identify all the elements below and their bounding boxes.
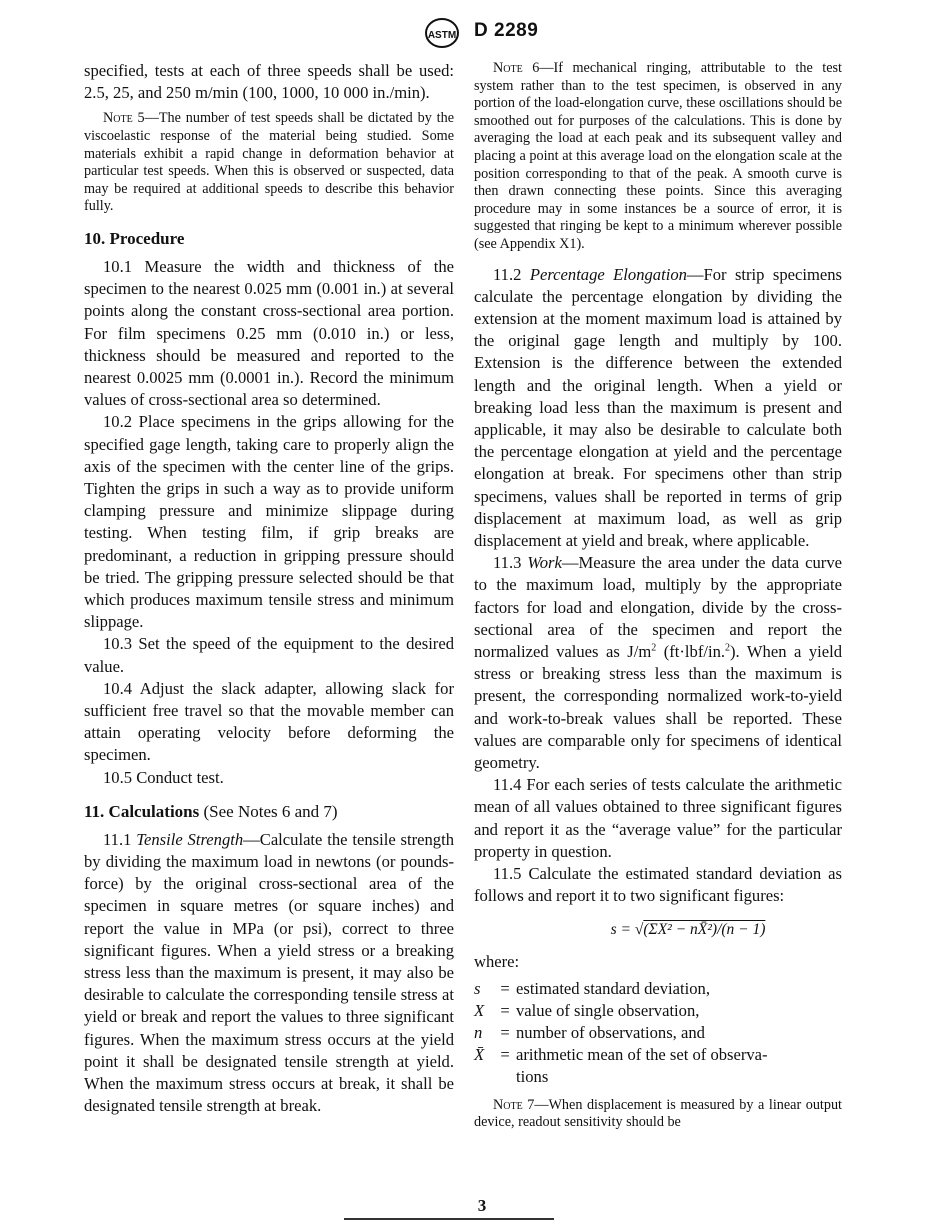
paragraph-10-2: 10.2 Place specimens in the grips allowing for the specified gage length, taking care to properly align the axis of the specimen with the center line of the grips. Tighten the grips in such a way as to provide uniform clamping pressure and minimize slippage during testing. When testing film, if grip breaks are predominant, a reduction in gripping pressure should be tried. The gripping pressure selected should be that which produces maximum tensile stress and minimum slippage. (84, 412, 454, 632)
definition-row (474, 1044, 842, 1066)
paragraph-11-1-text: —Calculate the tensile strength by dividing the maximum load in newtons (or pounds-force) by the original cross-sectional area of the specimen in square metres (or square inches) and report the value in MPa (or psi), correct to three significant figures. When a yield stress or a breaking stress less than the maximum is present, it may also be desirable to calculate the corresponding tensile stress at yield or break and report the values to three significant figures. When the maximum stress occurs at the yield point it shall be designated tensile strength at yield. When the maximum stress occurs at break, it shall be designated tensile strength at break. (84, 829, 454, 1116)
definition-row (474, 978, 842, 1000)
note-6-text: —If mechanical ringing, attributable to the test system rather than to the test specimen, is observed in any portion of the load-elongation curve, these oscillations should be smoothed out for purposes of the calculations. This is done by averaging the load at each peak and its subsequent valley and placing a point at this average load on the elongation scale at the position corresponding to that of the peak. A smooth curve is then drawn connecting these points. Since this averaging procedure may in some instances be a source of error, it is suggested that ringing be kept to a minimum wherever possible (see Appendix X1). (474, 60, 843, 252)
section-11-title: 11. Calculations (84, 801, 200, 821)
where-label: where: (474, 952, 520, 972)
note-6 (474, 60, 842, 254)
paragraph-11-1-title: Tensile Strength (136, 829, 244, 849)
definition-text: number of observations, and (516, 1023, 705, 1043)
section-11-subtitle: (See Notes 6 and 7) (199, 801, 338, 821)
superscript-2: 2 (725, 642, 731, 654)
paragraph-10-4: 10.4 Adjust the slack adapter, allowing slack for sufficient free travel so that the movable member can attain operating velocity before deforming the specimen. (84, 678, 454, 765)
paragraph-10-5: 10.5 Conduct test. (103, 767, 224, 787)
intro-paragraph: specified, tests at each of three speeds shall be used: 2.5, 25, and 250 m/min (100, 1000, 10 000 in./min). (84, 61, 454, 103)
section-10-heading: 10. Procedure (84, 228, 185, 248)
note-5-text: —The number of test speeds shall be dictated by the viscoelastic response of the material being studied. Some materials exhibit a rapid change in deformation behavior at particular test speeds. When this is observed or suspected, data may be required at additional speeds to describe this behavior fully. (84, 110, 454, 215)
section-11-heading (84, 801, 454, 823)
page-number: 3 (477, 1196, 487, 1215)
note-5-label: Note 5 (103, 110, 145, 127)
definition-symbol: n (474, 1023, 483, 1043)
left-column (84, 60, 454, 1117)
paragraph-11-3-text-a: —Measure the area under the data curve to the maximum load, multiply by the appropriate factors for load and elongation, divide by the cross-sectional area of the specimen and report the normalized values as J/m (474, 553, 842, 661)
paragraph-11-3-title: Work (527, 553, 562, 573)
paragraph-10-3: 10.3 Set the speed of the equipment to the desired value. (84, 634, 454, 676)
definition-equals: = (500, 1000, 510, 1020)
superscript-2: 2 (651, 642, 657, 654)
square-root-icon: √ (634, 921, 644, 939)
paragraph-11-3-number: 11.3 (493, 553, 528, 573)
note-7 (474, 1097, 842, 1132)
document-number: D 2289 (474, 20, 539, 41)
definition-text: value of single observation, (516, 1000, 700, 1020)
paragraph-11-2-text: —For strip specimens calculate the percentage elongation by dividing the extension at the moment maximum load is attained by the original gage length and multiply by 100. Extension is the difference between the extended length and the original length. When a yield or breaking load less than the maximum is present and applicable, it may also be desirable to calculate both the percentage elongation at yield and the percentage elongation at break. For specimens other than strip specimens, values shall be reported in terms of grip displacement at maximum load, as well as grip displacement at yield and break, where applicable. (474, 264, 842, 550)
paragraph-11-4: 11.4 For each series of tests calculate the arithmetic mean of all values obtained to three significant figures and report it as the “average value” for the particular property in question. (474, 775, 842, 861)
note-6-label: Note 6 (493, 60, 540, 76)
variable-definitions (474, 978, 842, 1089)
astm-logo-icon (424, 18, 460, 48)
note-7-text: —When displacement is measured by a linear output device, readout sensitivity should be (474, 1096, 843, 1131)
definition-symbol: X (474, 1000, 485, 1020)
definition-symbol: X̄ (474, 1045, 485, 1065)
right-column (474, 60, 842, 1140)
note-5 (84, 110, 454, 216)
definition-row (474, 1000, 842, 1022)
paragraph-11-3-text-b: (ft·lbf/in. (656, 641, 726, 661)
svg-text:ASTM: ASTM (427, 30, 457, 41)
paragraph-11-2-number: 11.2 (493, 264, 530, 284)
std-dev-formula (534, 921, 842, 939)
paragraph-10-1: 10.1 Measure the width and thickness of the specimen to the nearest 0.025 mm (0.001 in.) at several points along the constant cross-sectional area portion. For film specimens 0.25 mm (0.010 in.) or less, thickness should be measured and reported to the nearest 0.0025 mm (0.0001 in.). Record the minimum values of cross-sectional area so determined. (84, 256, 454, 410)
definition-equals: = (500, 1045, 510, 1065)
paragraph-11-5: 11.5 Calculate the estimated standard deviation as follows and report it to two significant figures: (474, 864, 842, 906)
definition-text: arithmetic mean of the set of observa- (516, 1045, 768, 1065)
paragraph-11-3-text-c: ). When a yield stress or breaking stress less than the maximum is present, the corresponding normalized work-to-yield and work-to-break values shall be reported. These values are comparable only for specimens of identical geometry. (474, 641, 842, 772)
definition-symbol: s (474, 978, 481, 998)
page-header (0, 14, 950, 50)
paragraph-11-1-number: 11.1 (103, 829, 137, 849)
definition-continuation: tions (516, 1067, 549, 1087)
footer-rule (344, 1218, 554, 1220)
definition-equals: = (500, 978, 510, 998)
formula-radicand: (ΣX² − nX̄²)/(n − 1) (643, 921, 766, 939)
formula-lhs: s = (610, 921, 635, 939)
definition-equals: = (500, 1023, 510, 1043)
paragraph-11-2-title: Percentage Elongation (529, 264, 687, 284)
page-footer (0, 1196, 950, 1216)
note-7-label: Note 7 (493, 1096, 535, 1113)
paragraph-11-1 (84, 829, 454, 1118)
paragraph-11-3 (474, 552, 842, 774)
definition-text: estimated standard deviation, (516, 978, 710, 998)
paragraph-11-2 (474, 264, 842, 553)
definition-row (474, 1022, 842, 1044)
